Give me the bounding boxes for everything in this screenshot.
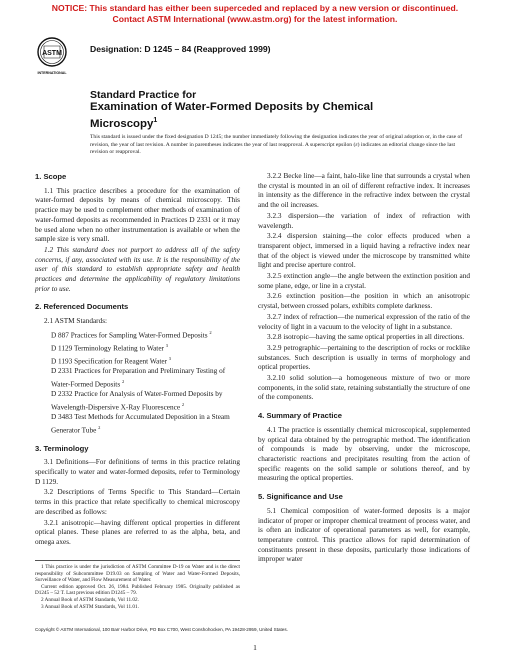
paragraph-1-2: 1.2 This standard does not purport to address all of the safety concerns, if any, associated with its use. It is the responsibility of the user of this standard to establish appropriate safety and health practices and determine the applicability of regulatory limitations prior to use. <box>35 245 240 293</box>
copyright-line: Copyright © ASTM International, 100 Barr Harbor Drive, PO Box C700, West Conshohocken, PA 19428-2959, United States. <box>35 627 288 632</box>
paragraph-3-2: 3.2 Descriptions of Terms Specific to This Standard—Certain terms in this practice that relate specifically to chemical microscopy are described as follows: <box>35 488 240 516</box>
right-column <box>258 172 470 566</box>
logo-subtext: INTERNATIONAL <box>37 71 67 75</box>
footnote: Current edition approved Oct. 26, 1984. Published February 1985. Originally published as D1245 – 52 T. Last previous edition D1245 – 79. <box>35 583 240 597</box>
reference-item: D 887 Practices for Sampling Water-Formed Deposits $^2$ <box>51 329 212 340</box>
page-number: 1 <box>253 643 257 652</box>
section-heading-terminology: 3. Terminology <box>35 443 89 453</box>
paragraph-3-2-9: 3.2.9 petrographic—pertaining to the description of rocks or rocklike substances. Such description is usually in terms of morphology and optical properties. <box>258 343 470 372</box>
footnote: 1 This practice is under the jurisdiction of ASTM Committee D-19 on Water and is the direct responsibility of Subcommittee D19.03 on Sampling of Water and Water-Formed Deposits, Surveillance of Water, and Flow Measurement of Water. <box>35 564 240 584</box>
paragraph-3-2-6: 3.2.6 extinction position—the position in which an anisotropic crystal, between crossed polars, exhibits complete darkness. <box>258 292 470 311</box>
paragraph-3-1: 3.1 Definitions—For definitions of terms in this practice relating specifically to water and water-formed deposits, refer to Terminology D 1129. <box>35 458 240 486</box>
paragraph-3-2-4: 3.2.4 dispersion staining—the color effects produced when a transparent object, immersed in a liquid having a refractive index near that of the object is viewed under the microscope by transmitted white light and precise aperture control. <box>258 232 470 270</box>
section-heading-summary: 4. Summary of Practice <box>258 411 342 421</box>
notice-line-1: NOTICE: This standard has either been superceded and replaced by a new version or discontinued. <box>51 3 459 13</box>
document-title <box>90 89 470 131</box>
paragraph-5-1: 5.1 Chemical composition of water-formed deposits is a major indicator of proper or improper chemical treatment of process water, and is often an indicator of operational parameters as well, for example, temperature control. This practice allows for rapid determination of constituents present in these deposits, particularly those indications of improper water <box>258 506 470 564</box>
paragraph-3-2-2: 3.2.2 Becke line—a faint, halo-like line that surrounds a crystal when the crystal is mounted in an oil of different refractive index. It increases in intensity as the difference in the refractive index between the crystal and the oil increases. <box>258 172 470 210</box>
paragraph-2-1: 2.1 ASTM Standards: <box>44 317 108 326</box>
paragraph-4-1: 4.1 The practice is essentially chemical microscopical, supplemented by optical data obtained by the petrographic method. The identification of compounds is made by observing, under the microscope, characteristic reactions and precipitates resulting from the action of specific reagents on the solid sample or solutions thereof, and by measuring the optical properties. <box>258 425 470 483</box>
title-line-2: Examination of Water-Formed Deposits by Chemical <box>90 101 374 113</box>
paragraph-3-2-1: 3.2.1 anisotropic—having different optical properties in different optical planes. These planes are referred to as the alpha, beta, and omega axes. <box>35 518 240 546</box>
section-heading-scope: 1. Scope <box>35 172 67 181</box>
designation: Designation: D 1245 – 84 (Reapproved 1999) <box>90 44 271 54</box>
footnote: 2 Annual Book of ASTM Standards, Vol 11.02. <box>41 596 139 603</box>
intro-paragraph: This standard is issued under the fixed designation D 1245; the number immediately following the designation indicates the year of original adoption or, in the case of revision, the year of last revision. A number in parentheses indicates the year of last reapproval. A superscript epsilon (ε) indicates an editorial change since the last revision or reapproval. <box>90 134 463 156</box>
paragraph-3-2-7: 3.2.7 index of refraction—the numerical expression of the ratio of the velocity of light in a vacuum to the velocity of light in a substance. <box>258 312 470 331</box>
paragraph-3-2-8: 3.2.8 isotropic—having the same optical properties in all directions. <box>267 333 465 342</box>
paragraph-3-2-3: 3.2.3 dispersion—the variation of index of refraction with wavelength. <box>258 211 470 230</box>
paragraph-3-2-10: 3.2.10 solid solution—a homogeneous mixture of two or more components, in the solid state, retaining substantially the structure of one of the components. <box>258 374 470 402</box>
supersede-notice <box>0 3 510 25</box>
footnote: 3 Annual Book of ASTM Standards, Vol 11.01. <box>41 603 139 610</box>
footnotes <box>35 560 240 610</box>
logo-text: ASTM <box>42 50 62 57</box>
reference-item: D 1129 Terminology Relating to Water $^3$ <box>51 342 169 353</box>
title-line-1: Standard Practice for <box>90 89 197 101</box>
title-line-3: Microscopy <box>90 117 154 130</box>
paragraph-1-1: 1.1 This practice describes a procedure for the examination of water-formed deposits by means of chemical microscopy. This practice may be used to complement other methods of examination of water-formed deposits as recommended in Practices D 2331 or it may be used alone when no other instrumentation is available or when the sample size is very small. <box>35 186 240 244</box>
notice-line-2: Contact ASTM International (www.astm.org) for the latest information. <box>112 14 398 24</box>
section-heading-significance: 5. Significance and Use <box>258 492 343 502</box>
reference-item: D 3483 Test Methods for Accumulated Deposition in a Steam Generator Tube $^2$ <box>51 412 230 434</box>
section-heading-referenced-documents: 2. Referenced Documents <box>35 302 129 312</box>
title-footnote-mark: 1 <box>153 117 158 124</box>
left-column <box>35 172 240 549</box>
reference-item: D 1193 Specification for Reagent Water $^3$ <box>51 356 172 366</box>
astm-logo <box>35 36 69 76</box>
paragraph-3-2-5: 3.2.5 extinction angle—the angle between the extinction position and some plane, edge, or line in a crystal. <box>258 272 470 290</box>
reference-item: D 2331 Practices for Preparation and Preliminary Testing of Water-Formed Deposits $^2$ <box>51 367 226 389</box>
reference-item: D 2332 Practice for Analysis of Water-Formed Deposits by Wavelength-Dispersive X-Ray Fluorescence $^2$ <box>51 389 223 412</box>
